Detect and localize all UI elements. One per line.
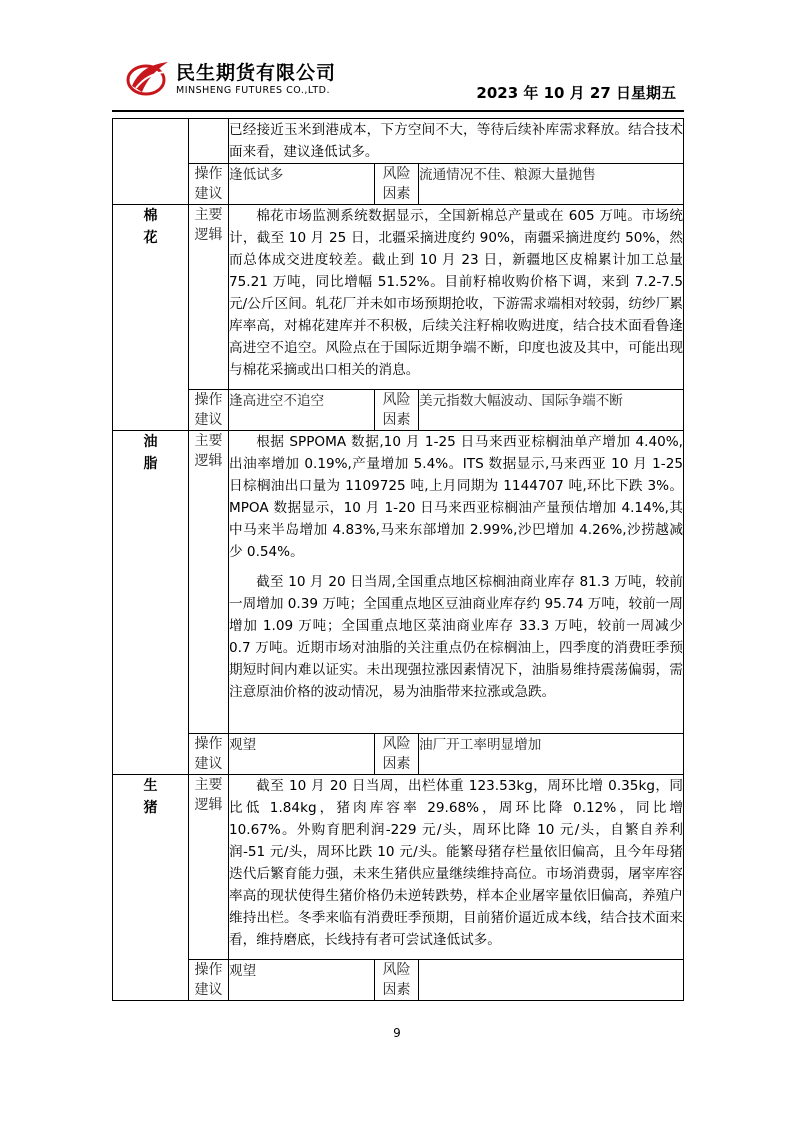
oil-logic-paragraph-1: 根据 SPPOMA 数据,10 月 1-25 日马来西亚棕榈油单产增加 4.40%,出油率增加 0.19%,产量增加 5.4%。ITS 数据显示,马来西亚 10 月 1-25 日棕榈油出口量为 1109725 吨,上月同期为 1144707 吨,环比下跌 3%。MPOA 数据显示，10 月 1-20 日马来西亚棕榈油产量预估增加 4.14%,其中马来半岛增加 4.83%,马来东部增加 2.99%,沙巴增加 4.26%,沙捞越减少 0.54%。: [229, 434, 683, 560]
oil-logic-text: [229, 431, 684, 734]
prev-advice-value: 逢低试多: [229, 164, 375, 205]
page-number: 9: [393, 1026, 401, 1040]
hog-logic-text: [229, 775, 684, 960]
cotton-advice-row: [113, 390, 684, 431]
prev-logic-row: [113, 119, 684, 164]
cotton-risk-label: 风险因素: [375, 390, 419, 431]
hog-advice-row: [113, 960, 684, 1001]
hog-name: 生猪: [143, 778, 158, 816]
oil-risk-value: 油厂开工率明显增加: [419, 734, 684, 775]
cotton-category-cell: [113, 205, 189, 431]
cotton-risk-value: 美元指数大幅波动、国际争端不断: [419, 390, 684, 431]
hog-advice-value: 观望: [229, 960, 375, 1001]
hog-logic-label: 主要逻辑: [189, 775, 229, 960]
oil-advice-row: [113, 734, 684, 775]
prev-risk-value: 流通情况不佳、粮源大量抛售: [419, 164, 684, 205]
cotton-logic-paragraph: 棉花市场监测系统数据显示，全国新棉总产量或在 605 万吨。市场统计，截至 10 月 25 日，北疆采摘进度约 90%，南疆采摘进度约 50%，然而总体成交进度较差。截止到 10 月 23 日，新疆地区皮棉累计加工总量 75.21 万吨，同比增幅 51.52%。目前籽棉收购价格下调，来到 7.2-7.5 元/公斤区间。轧花厂并未如市场预期抢收，下游需求端相对较弱，纺纱厂累库率高，对棉花建库并不积极，后续关注籽棉收购进度，结合技术面看鲁逢高进空不追空。风险点在于国际近期争端不断，印度也波及其中，可能出现与棉花采摘或出口相关的消息。: [229, 208, 683, 378]
oil-logic-label: 主要逻辑: [189, 431, 229, 734]
oil-name: 油脂: [143, 434, 158, 472]
cotton-advice-value: 逢高进空不追空: [229, 390, 375, 431]
hog-risk-label: 风险因素: [375, 960, 419, 1001]
prev-category-cell: [113, 119, 189, 205]
page-header: [112, 52, 684, 110]
cotton-logic-label: 主要逻辑: [189, 205, 229, 390]
prev-advice-label: 操作建议: [189, 164, 229, 205]
prev-risk-label: 风险因素: [375, 164, 419, 205]
oil-advice-value: 观望: [229, 734, 375, 775]
cotton-advice-label: 操作建议: [189, 390, 229, 431]
company-logo: [126, 56, 366, 102]
hog-category-cell: [113, 775, 189, 1001]
hog-logic-row: [113, 775, 684, 960]
oil-advice-label: 操作建议: [189, 734, 229, 775]
prev-logic-label: [189, 119, 229, 164]
oil-logic-paragraph-2: 截至 10 月 20 日当周,全国重点地区棕榈油商业库存 81.3 万吨，较前一周增加 0.39 万吨；全国重点地区豆油商业库存约 95.74 万吨，较前一周增加 1.09 万吨；全国重点地区菜油商业库存 33.3 万吨，较前一周减少 0.7 万吨。近期市场对油脂的关注重点仍在棕榈油上，四季度的消费旺季预期短时间内难以证实。未出现强拉涨因素情况下，油脂易维持震荡偏弱，需注意原油价格的波动情况，易为油脂带来拉涨或急跌。: [229, 574, 683, 700]
commodity-table: [112, 118, 684, 1001]
header-rule: [112, 110, 684, 112]
hog-advice-label: 操作建议: [189, 960, 229, 1001]
report-date: 2023 年 10 月 27 日星期五: [476, 84, 676, 102]
cotton-logic-text: [229, 205, 684, 390]
company-name-en: MINSHENG FUTURES CO.,LTD.: [176, 85, 330, 96]
cotton-name: 棉花: [143, 208, 158, 246]
oil-risk-label: 风险因素: [375, 734, 419, 775]
minsheng-logo-icon: [126, 58, 170, 98]
cotton-logic-row: [113, 205, 684, 390]
prev-advice-row: [113, 164, 684, 205]
oil-category-cell: [113, 431, 189, 775]
oil-logic-row: [113, 431, 684, 734]
prev-logic-paragraph: 已经接近玉米到港成本，下方空间不大，等待后续补库需求释放。结合技术面来看，建议逢低试多。: [229, 122, 683, 160]
hog-risk-value: [419, 960, 684, 1001]
hog-logic-paragraph: 截至 10 月 20 日当周，出栏体重 123.53kg，周环比增 0.35kg，同比低 1.84kg，猪肉库容率 29.68%，周环比降 0.12%，同比增 10.67%。外购育肥利润-229 元/头，周环比降 10 元/头，自繁自养利润-51 元/头，周环比跌 10 元/头。能繁母猪存栏量依旧偏高，且今年母猪迭代后繁育能力强，未来生猪供应量继续维持高位。市场消费弱，屠宰库容率高的现状使得生猪价格仍未逆转跌势，样本企业屠宰量依旧偏高，养殖户维持出栏。冬季来临有消费旺季预期，目前猪价逼近成本线，结合技术面来看，维持磨底，长线持有者可尝试逢低试多。: [229, 778, 683, 948]
company-name-cn: 民生期货有限公司: [176, 62, 337, 84]
prev-logic-text: [229, 119, 684, 164]
